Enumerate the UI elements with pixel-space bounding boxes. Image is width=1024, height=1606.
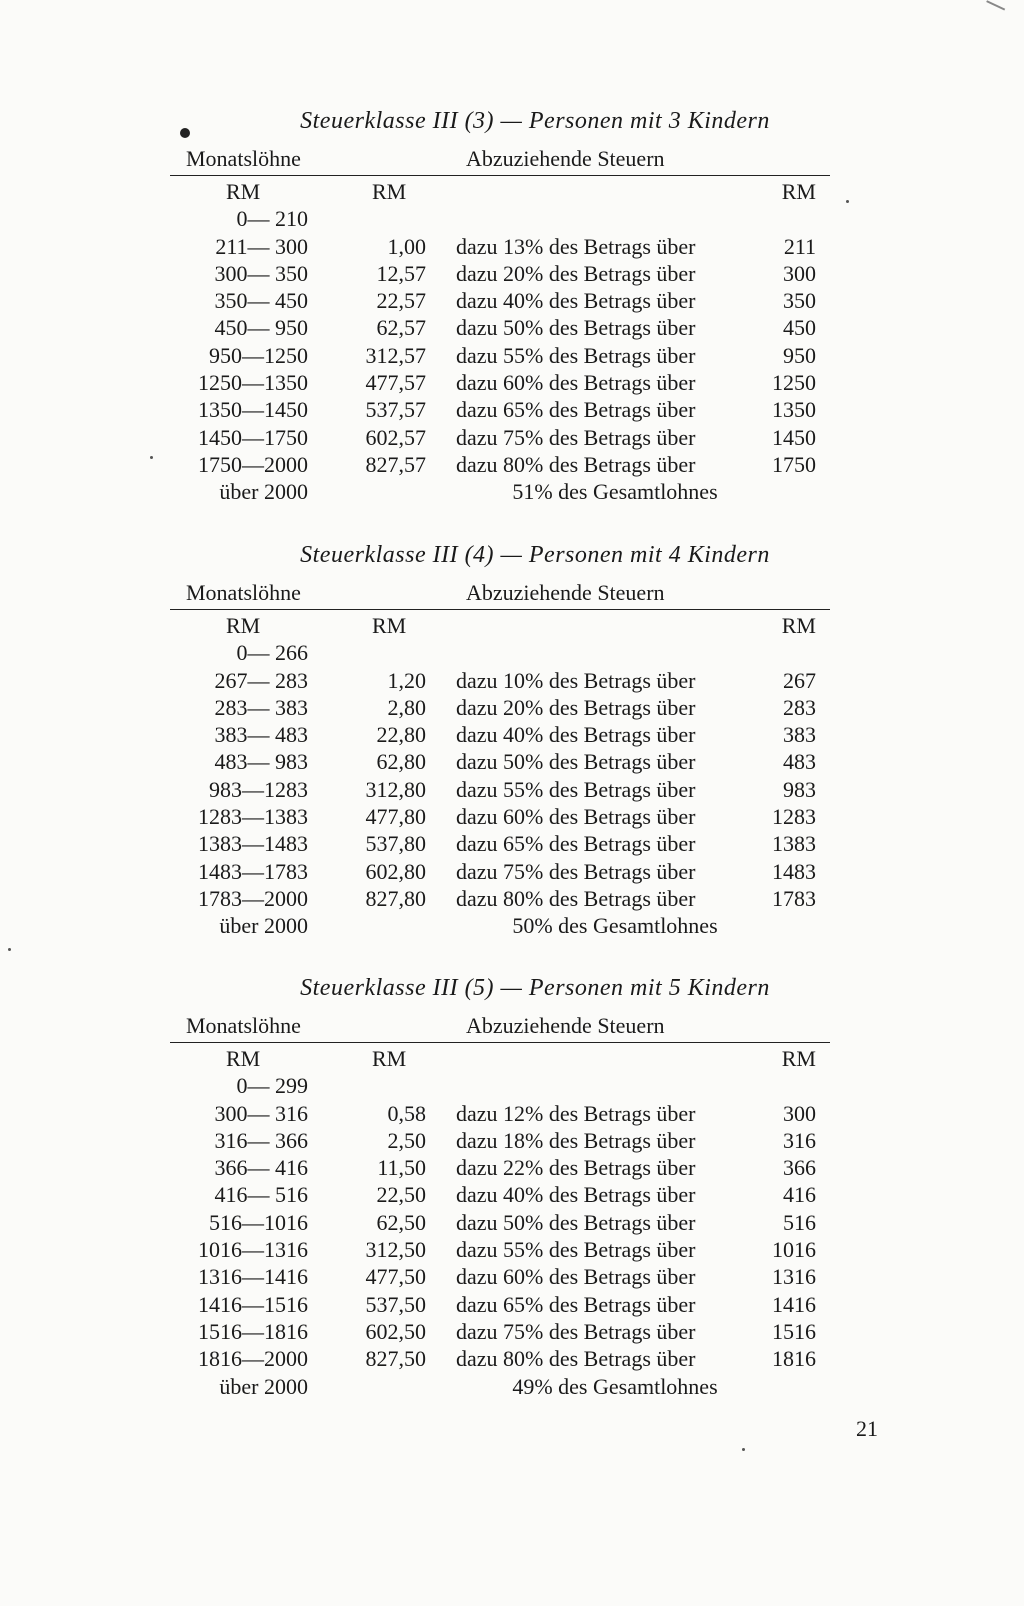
unit-label: RM: [226, 179, 261, 204]
threshold-value: 1250: [772, 370, 816, 396]
rate-description: dazu 80% des Betrags über: [456, 451, 696, 477]
threshold-value: 366: [783, 1155, 816, 1181]
table-row: [170, 205, 830, 232]
rate-description: dazu 65% des Betrags über: [456, 397, 696, 423]
header-rule: [170, 609, 830, 610]
table-row: [170, 451, 830, 478]
rate-description: dazu 22% des Betrags über: [456, 1155, 696, 1181]
threshold-value: 1783: [772, 885, 816, 911]
section-title: Steuerklasse III (4) — Personen mit 4 Kindern: [300, 542, 770, 568]
wage-range: 983—1283: [209, 776, 308, 802]
table-row: [170, 424, 830, 451]
threshold-value: 983: [783, 776, 816, 802]
rate-description: dazu 12% des Betrags über: [456, 1100, 696, 1126]
threshold-value: 1016: [772, 1237, 816, 1263]
unit-label: RM: [781, 179, 816, 204]
unit-row: [170, 178, 830, 205]
column-header-wages: Monatslöhne: [186, 580, 301, 605]
base-tax: 1,20: [387, 667, 426, 693]
wage-range: 516—1016: [209, 1209, 308, 1235]
unit-label: RM: [226, 613, 261, 638]
wage-range: 1750—2000: [198, 451, 308, 477]
threshold-value: 1416: [772, 1291, 816, 1317]
wage-range: 1350—1450: [198, 397, 308, 423]
rate-description: dazu 75% des Betrags über: [456, 424, 696, 450]
base-tax: 22,57: [376, 288, 426, 314]
threshold-value: 450: [783, 315, 816, 341]
unit-row: [170, 1045, 830, 1072]
table-row: [170, 396, 830, 423]
wage-range: über 2000: [219, 1373, 308, 1399]
wage-range: 283— 383: [214, 694, 308, 720]
table-row: [170, 639, 830, 666]
rate-description: dazu 20% des Betrags über: [456, 694, 696, 720]
threshold-value: 1350: [772, 397, 816, 423]
threshold-value: 1816: [772, 1346, 816, 1372]
table-row: [170, 1236, 830, 1263]
table-row: [170, 1181, 830, 1208]
wage-range: 416— 516: [214, 1182, 308, 1208]
threshold-value: 1750: [772, 451, 816, 477]
base-tax: 827,57: [365, 451, 426, 477]
tax-rows: [170, 612, 830, 940]
table-row: [170, 342, 830, 369]
threshold-value: 516: [783, 1209, 816, 1235]
table-row: [170, 1263, 830, 1290]
column-header-taxes: Abzuziehende Steuern: [466, 580, 665, 605]
base-tax: 602,80: [365, 858, 426, 884]
unit-label: RM: [781, 613, 816, 638]
wage-range: 1816—2000: [198, 1346, 308, 1372]
rate-description: dazu 18% des Betrags über: [456, 1127, 696, 1153]
wage-range: 0— 210: [236, 206, 308, 232]
table-row: [170, 912, 830, 939]
table-row: [170, 1373, 830, 1400]
rate-description: dazu 50% des Betrags über: [456, 315, 696, 341]
wage-range: 0— 299: [236, 1073, 308, 1099]
column-header-taxes: Abzuziehende Steuern: [466, 146, 665, 171]
table-row: [170, 1209, 830, 1236]
table-row: [170, 260, 830, 287]
table-row: [170, 233, 830, 260]
wage-range: 1283—1383: [198, 804, 308, 830]
rate-description: dazu 40% des Betrags über: [456, 722, 696, 748]
table-row: [170, 478, 830, 505]
table-row: [170, 830, 830, 857]
threshold-value: 950: [783, 342, 816, 368]
wage-range: 211— 300: [215, 233, 308, 259]
threshold-value: 316: [783, 1127, 816, 1153]
wage-range: 300— 316: [214, 1100, 308, 1126]
rate-description: dazu 75% des Betrags über: [456, 1318, 696, 1344]
table-row: [170, 1318, 830, 1345]
table-row: [170, 1345, 830, 1372]
rate-description: dazu 65% des Betrags über: [456, 831, 696, 857]
base-tax: 537,57: [365, 397, 426, 423]
threshold-value: 300: [783, 1100, 816, 1126]
threshold-value: 416: [783, 1182, 816, 1208]
tax-rows: [170, 178, 830, 506]
threshold-value: 1483: [772, 858, 816, 884]
table-row: [170, 369, 830, 396]
base-tax: 22,50: [376, 1182, 426, 1208]
wage-range: 0— 266: [236, 640, 308, 666]
base-tax: 312,57: [365, 342, 426, 368]
base-tax: 0,58: [387, 1100, 426, 1126]
unit-row: [170, 612, 830, 639]
wage-range: 300— 350: [214, 260, 308, 286]
base-tax: 477,57: [365, 370, 426, 396]
unit-label: RM: [781, 1046, 816, 1071]
rate-description: dazu 40% des Betrags über: [456, 1182, 696, 1208]
table-row: [170, 748, 830, 775]
wage-range: 1483—1783: [198, 858, 308, 884]
section-title: Steuerklasse III (3) — Personen mit 3 Kindern: [300, 108, 770, 134]
wage-range: über 2000: [219, 479, 308, 505]
base-tax: 537,50: [365, 1291, 426, 1317]
flat-rate-description: 50% des Gesamtlohnes: [512, 913, 718, 939]
rate-description: dazu 50% des Betrags über: [456, 1209, 696, 1235]
table-row: [170, 287, 830, 314]
base-tax: 602,50: [365, 1318, 426, 1344]
wage-range: 366— 416: [214, 1155, 308, 1181]
section-title: Steuerklasse III (5) — Personen mit 5 Kindern: [300, 975, 770, 1001]
threshold-value: 211: [783, 233, 816, 259]
header-rule: [170, 175, 830, 176]
wage-range: 1250—1350: [198, 370, 308, 396]
table-row: [170, 1154, 830, 1181]
unit-label: RM: [372, 1046, 407, 1071]
rate-description: dazu 75% des Betrags über: [456, 858, 696, 884]
rate-description: dazu 10% des Betrags über: [456, 667, 696, 693]
base-tax: 62,57: [376, 315, 426, 341]
wage-range: 1316—1416: [198, 1264, 308, 1290]
wage-range: 1016—1316: [198, 1237, 308, 1263]
threshold-value: 383: [783, 722, 816, 748]
wage-range: 1450—1750: [198, 424, 308, 450]
threshold-value: 483: [783, 749, 816, 775]
rate-description: dazu 55% des Betrags über: [456, 342, 696, 368]
rate-description: dazu 60% des Betrags über: [456, 1264, 696, 1290]
wage-range: 1383—1483: [198, 831, 308, 857]
rate-description: dazu 55% des Betrags über: [456, 1237, 696, 1263]
threshold-value: 1450: [772, 424, 816, 450]
threshold-value: 350: [783, 288, 816, 314]
column-header-taxes: Abzuziehende Steuern: [466, 1013, 665, 1038]
wage-range: 316— 366: [214, 1127, 308, 1153]
column-header-wages: Monatslöhne: [186, 1013, 301, 1038]
base-tax: 477,50: [365, 1264, 426, 1290]
base-tax: 2,50: [387, 1127, 426, 1153]
ink-speck: [742, 1448, 745, 1451]
threshold-value: 1316: [772, 1264, 816, 1290]
wage-range: 1416—1516: [198, 1291, 308, 1317]
base-tax: 312,50: [365, 1237, 426, 1263]
rate-description: dazu 20% des Betrags über: [456, 260, 696, 286]
rate-description: dazu 60% des Betrags über: [456, 370, 696, 396]
rate-description: dazu 50% des Betrags über: [456, 749, 696, 775]
unit-label: RM: [226, 1046, 261, 1071]
threshold-value: 267: [783, 667, 816, 693]
base-tax: 12,57: [376, 260, 426, 286]
ink-speck: [8, 948, 11, 951]
rate-description: dazu 40% des Betrags über: [456, 288, 696, 314]
base-tax: 22,80: [376, 722, 426, 748]
rate-description: dazu 65% des Betrags über: [456, 1291, 696, 1317]
table-row: [170, 667, 830, 694]
rate-description: dazu 55% des Betrags über: [456, 776, 696, 802]
base-tax: 11,50: [377, 1155, 426, 1181]
base-tax: 827,50: [365, 1346, 426, 1372]
flat-rate-description: 51% des Gesamtlohnes: [512, 479, 718, 505]
base-tax: 827,80: [365, 885, 426, 911]
threshold-value: 1516: [772, 1318, 816, 1344]
page-number: 21: [856, 1416, 878, 1441]
unit-label: RM: [372, 613, 407, 638]
threshold-value: 1383: [772, 831, 816, 857]
base-tax: 62,50: [376, 1209, 426, 1235]
flat-rate-description: 49% des Gesamtlohnes: [512, 1373, 718, 1399]
table-row: [170, 694, 830, 721]
wage-range: 483— 983: [214, 749, 308, 775]
base-tax: 1,00: [387, 233, 426, 259]
threshold-value: 283: [783, 694, 816, 720]
wage-range: 1783—2000: [198, 885, 308, 911]
wage-range: 950—1250: [209, 342, 308, 368]
page-corner-mark: [983, 0, 1005, 18]
wage-range: über 2000: [219, 913, 308, 939]
rate-description: dazu 80% des Betrags über: [456, 1346, 696, 1372]
table-row: [170, 858, 830, 885]
table-row: [170, 1100, 830, 1127]
wage-range: 350— 450: [214, 288, 308, 314]
wage-range: 267— 283: [214, 667, 308, 693]
base-tax: 312,80: [365, 776, 426, 802]
unit-label: RM: [372, 179, 407, 204]
tax-rows: [170, 1045, 830, 1400]
table-row: [170, 721, 830, 748]
rate-description: dazu 13% des Betrags über: [456, 233, 696, 259]
column-header-wages: Monatslöhne: [186, 146, 301, 171]
rate-description: dazu 60% des Betrags über: [456, 804, 696, 830]
base-tax: 2,80: [387, 694, 426, 720]
rate-description: dazu 80% des Betrags über: [456, 885, 696, 911]
base-tax: 477,80: [365, 804, 426, 830]
table-row: [170, 314, 830, 341]
wage-range: 450— 950: [214, 315, 308, 341]
header-rule: [170, 1042, 830, 1043]
threshold-value: 300: [783, 260, 816, 286]
base-tax: 602,57: [365, 424, 426, 450]
threshold-value: 1283: [772, 804, 816, 830]
wage-range: 383— 483: [214, 722, 308, 748]
table-row: [170, 885, 830, 912]
ink-speck: [846, 200, 849, 203]
base-tax: 537,80: [365, 831, 426, 857]
base-tax: 62,80: [376, 749, 426, 775]
table-row: [170, 1291, 830, 1318]
ink-speck: [150, 456, 153, 459]
table-row: [170, 803, 830, 830]
table-row: [170, 776, 830, 803]
table-row: [170, 1072, 830, 1099]
table-row: [170, 1127, 830, 1154]
wage-range: 1516—1816: [198, 1318, 308, 1344]
